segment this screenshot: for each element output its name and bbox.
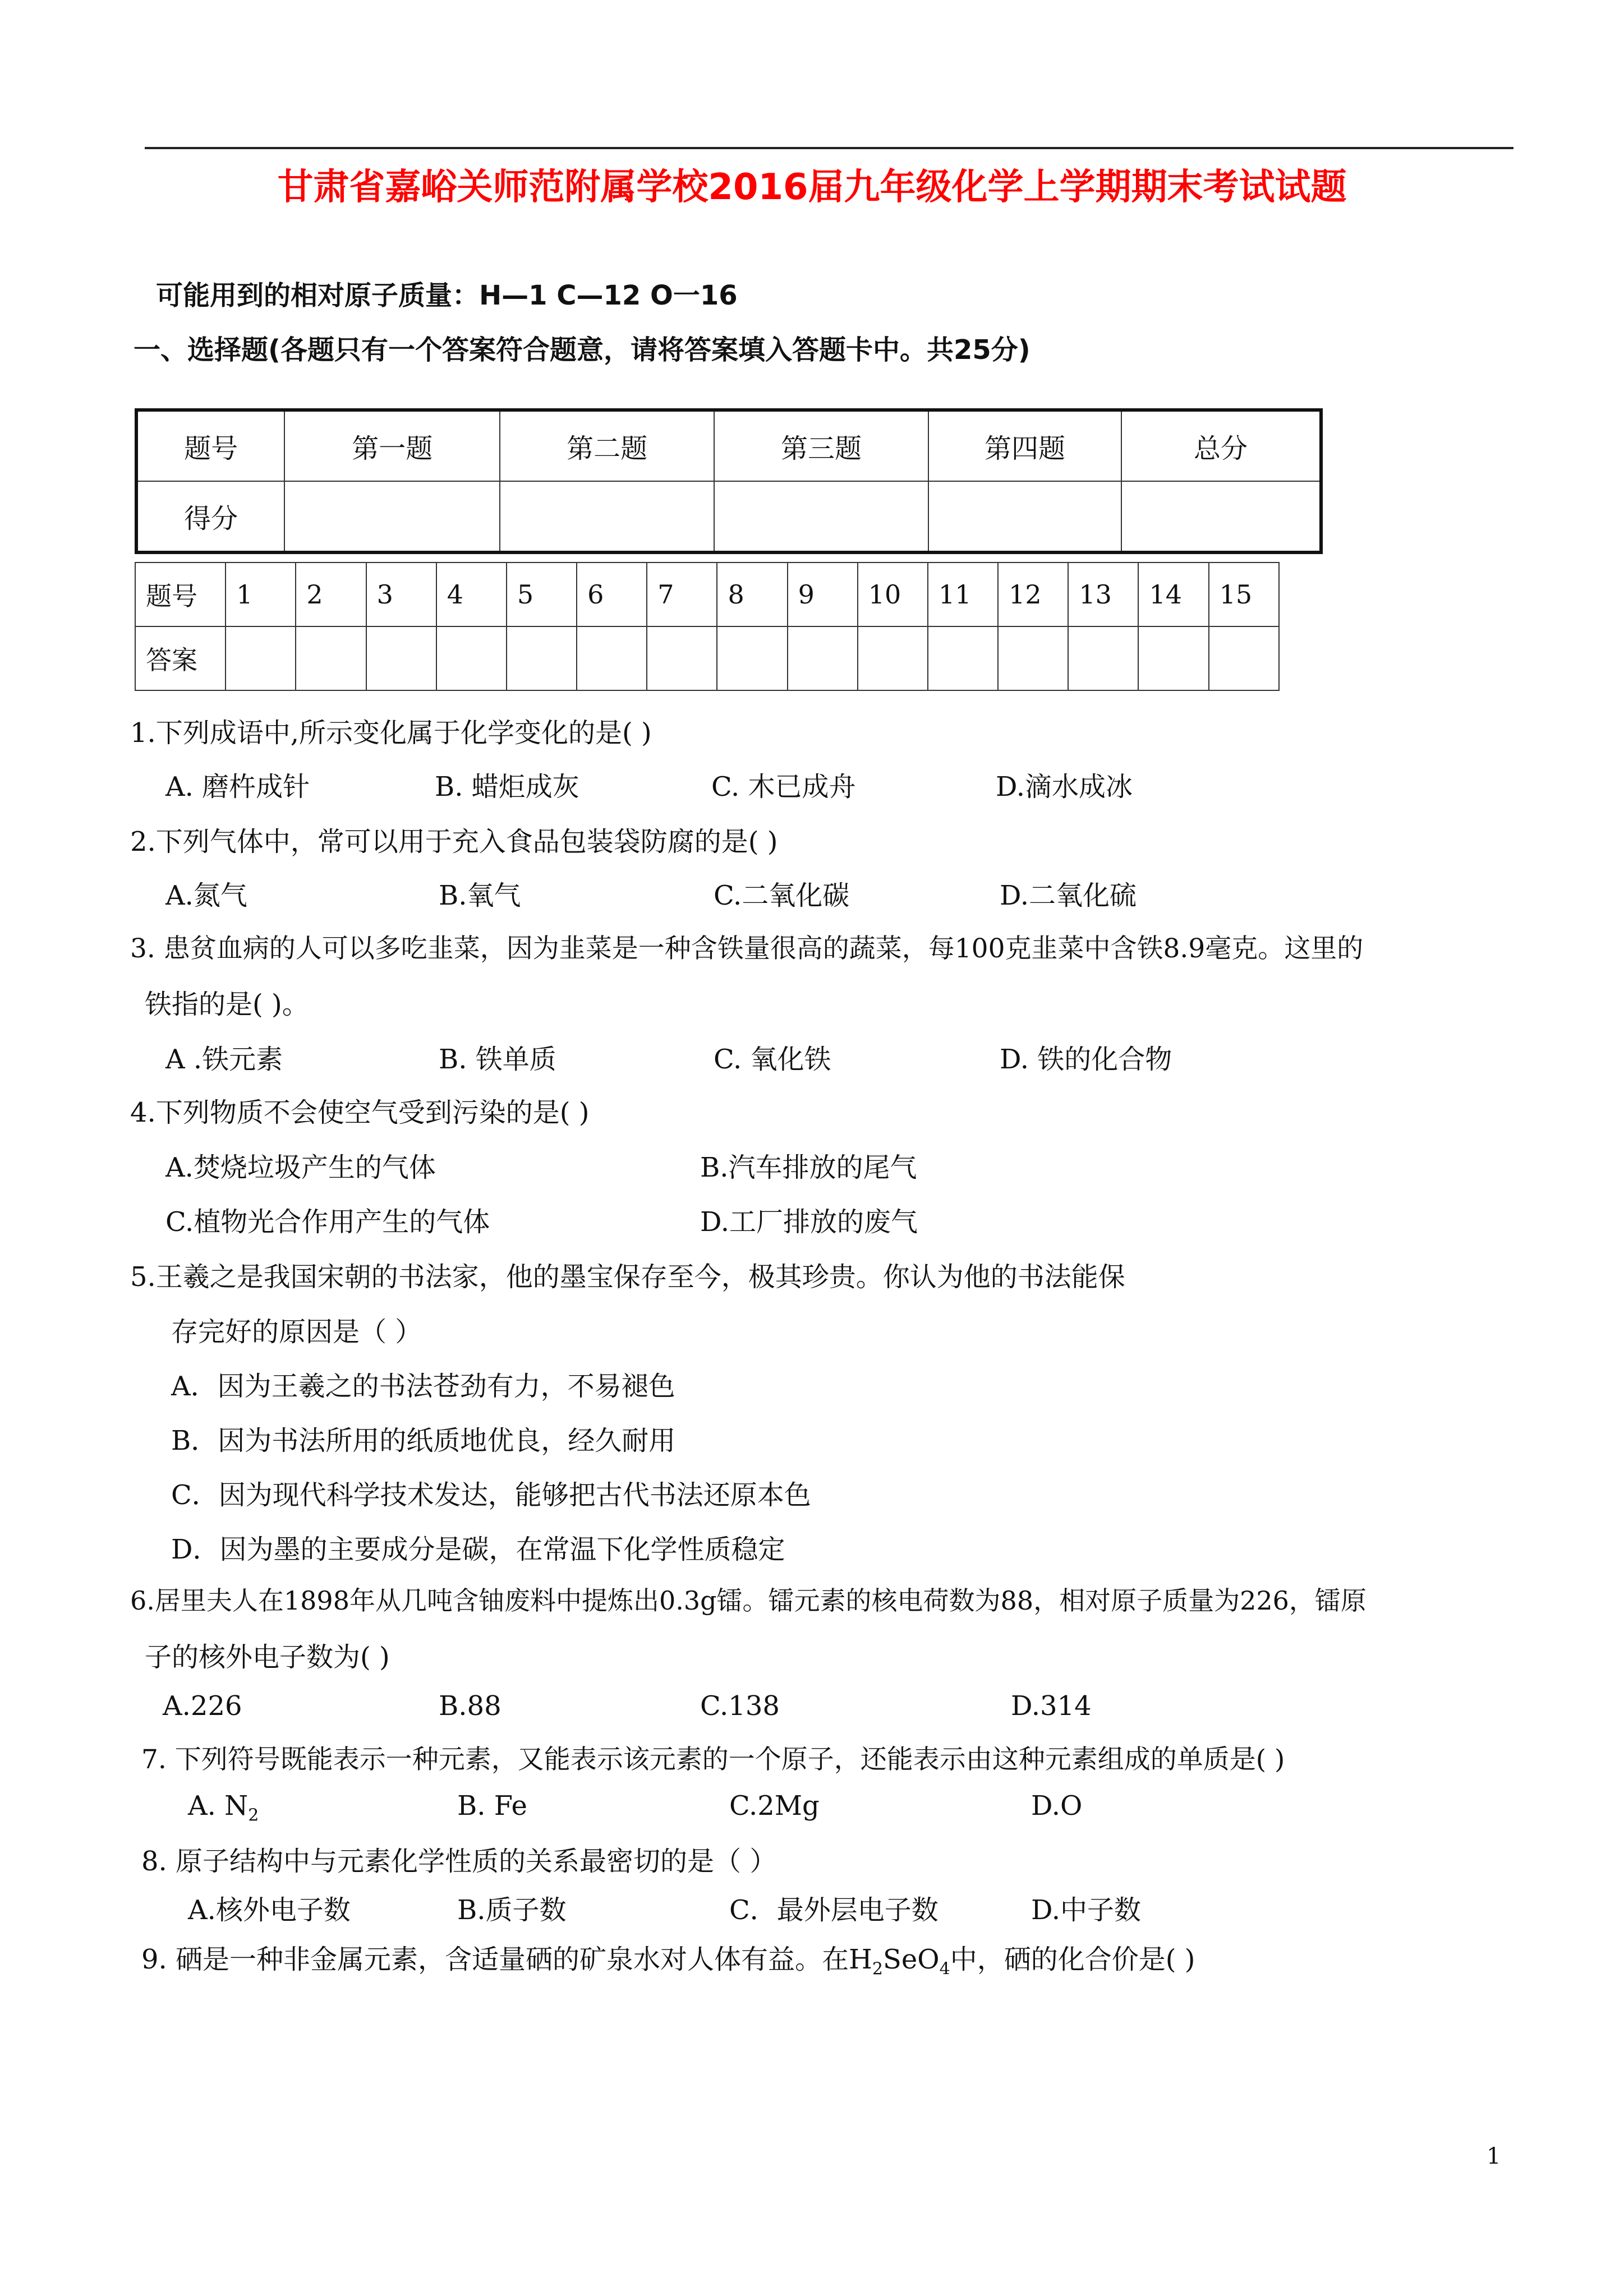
question-9-subscript-1: 2 <box>872 1959 884 1979</box>
q3-option-c: C. 氧化铁 <box>714 1044 831 1075</box>
q6-option-a: A.226 <box>163 1690 242 1722</box>
answer-cell[interactable] <box>296 626 366 690</box>
q2-option-a: A.氮气 <box>165 880 247 911</box>
q2-option-d: D.二氧化硫 <box>1000 880 1137 911</box>
question-4-stem: 4.下列物质不会使空气受到污染的是( ) <box>130 1097 590 1128</box>
answer-cell[interactable] <box>1138 626 1208 690</box>
question-5-stem-line1: 5.王羲之是我国宋朝的书法家，他的墨宝保存至今，极其珍贵。你认为他的书法能保 <box>130 1261 1125 1293</box>
q3-option-d: D. 铁的化合物 <box>1000 1044 1172 1075</box>
question-5-stem-line2: 存完好的原因是（ ） <box>171 1316 422 1348</box>
answer-table <box>135 562 1280 691</box>
question-number-cell: 4 <box>436 563 507 626</box>
answer-cell[interactable] <box>998 626 1068 690</box>
score-cell[interactable] <box>714 481 928 552</box>
q6-option-c: C.138 <box>700 1690 780 1722</box>
question-number-cell: 9 <box>788 563 858 626</box>
answer-cell[interactable] <box>858 626 928 690</box>
page-number: 1 <box>1487 2143 1501 2169</box>
question-9-formula-mid: SeO <box>883 1944 940 1975</box>
q7-option-a <box>188 1790 259 1825</box>
score-header-cell: 第三题 <box>714 410 928 481</box>
question-number-cell: 6 <box>577 563 647 626</box>
score-header-cell: 第四题 <box>928 410 1121 481</box>
question-number-cell: 10 <box>858 563 928 626</box>
question-3-stem-line2: 铁指的是( )。 <box>145 989 309 1020</box>
answer-row-label: 答案 <box>135 626 226 690</box>
question-number-cell: 5 <box>507 563 577 626</box>
q8-option-b: B.质子数 <box>457 1894 567 1926</box>
question-number-cell: 2 <box>296 563 366 626</box>
score-table <box>135 408 1323 554</box>
answer-cell[interactable] <box>647 626 717 690</box>
q7-option-a-symbol: A. N <box>188 1790 249 1822</box>
question-number-cell: 3 <box>366 563 436 626</box>
question-number-cell: 7 <box>647 563 717 626</box>
answer-cell[interactable] <box>1068 626 1138 690</box>
question-1-stem: 1.下列成语中,所示变化属于化学变化的是( ) <box>130 717 652 749</box>
question-7-stem: 7. 下列符号既能表示一种元素，又能表示该元素的一个原子，还能表示由这种元素组成的单质是( ) <box>141 1744 1285 1775</box>
q7-option-a-subscript: 2 <box>248 1805 259 1825</box>
question-6-stem-line1: 6.居里夫人在1898年从几吨含铀废料中提炼出0.3g镭。镭元素的核电荷数为88，相对原子质量为226，镭原 <box>130 1585 1367 1616</box>
answer-cell[interactable] <box>436 626 507 690</box>
score-header-cell: 第一题 <box>284 410 500 481</box>
q5-option-a: A．因为王羲之的书法苍劲有力，不易褪色 <box>171 1371 675 1402</box>
score-header-cell: 题号 <box>136 410 284 481</box>
q5-option-d: D．因为墨的主要成分是碳，在常温下化学性质稳定 <box>171 1534 785 1565</box>
q4-option-b: B.汽车排放的尾气 <box>700 1152 917 1183</box>
answer-cell[interactable] <box>507 626 577 690</box>
question-2-stem: 2.下列气体中，常可以用于充入食品包装袋防腐的是( ) <box>130 826 778 857</box>
answer-row-label: 题号 <box>135 563 226 626</box>
question-9-stem-start: 9. 硒是一种非金属元素，含适量硒的矿泉水对人体有益。在H <box>141 1944 872 1975</box>
question-number-cell: 15 <box>1209 563 1279 626</box>
question-number-cell: 13 <box>1068 563 1138 626</box>
q4-option-d: D.工厂排放的废气 <box>700 1206 918 1238</box>
q2-option-c: C.二氧化碳 <box>714 880 850 911</box>
score-row-label: 得分 <box>136 481 284 552</box>
q4-option-c: C.植物光合作用产生的气体 <box>165 1206 490 1238</box>
q7-option-d: D.O <box>1031 1790 1083 1822</box>
q8-option-a: A.核外电子数 <box>188 1894 351 1926</box>
score-cell[interactable] <box>284 481 500 552</box>
question-number-cell: 14 <box>1138 563 1208 626</box>
q6-option-d: D.314 <box>1011 1690 1092 1722</box>
q8-option-d: D.中子数 <box>1031 1894 1142 1926</box>
q5-option-c: C．因为现代科学技术发达，能够把古代书法还原本色 <box>171 1479 811 1511</box>
answer-cell[interactable] <box>717 626 787 690</box>
header-rule <box>145 147 1513 149</box>
q6-option-b: B.88 <box>439 1690 502 1722</box>
score-cell[interactable] <box>1121 481 1321 552</box>
document-title: 甘肃省嘉峪关师范附属学校2016届九年级化学上学期期末考试试题 <box>277 167 1347 208</box>
question-number-cell: 8 <box>717 563 787 626</box>
score-header-cell: 总分 <box>1121 410 1321 481</box>
question-number-cell: 12 <box>998 563 1068 626</box>
q1-option-b: B. 蜡炬成灰 <box>435 771 579 803</box>
q3-option-b: B. 铁单质 <box>439 1044 556 1075</box>
q7-option-b: B. Fe <box>457 1790 527 1822</box>
section1-heading: 一、选择题(各题只有一个答案符合题意，请将答案填入答题卡中。共25分) <box>134 334 1030 366</box>
question-9-stem-end: 中，硒的化合价是( ) <box>950 1944 1195 1975</box>
answer-cell[interactable] <box>788 626 858 690</box>
question-3-stem-line1: 3. 患贫血病的人可以多吃韭菜，因为韭菜是一种含铁量很高的蔬菜，每100克韭菜中含铁8.9毫克。这里的 <box>130 933 1364 964</box>
question-9-stem <box>141 1938 1195 1979</box>
q1-option-d: D.滴水成冰 <box>996 771 1133 803</box>
q3-option-a: A .铁元素 <box>165 1044 283 1075</box>
question-9-subscript-2: 4 <box>939 1959 950 1979</box>
answer-cell[interactable] <box>226 626 296 690</box>
answer-cell[interactable] <box>366 626 436 690</box>
q1-option-c: C. 木已成舟 <box>711 771 856 803</box>
q2-option-b: B.氧气 <box>439 880 521 911</box>
atomic-mass-note: 可能用到的相对原子质量：H—1 C—12 O一16 <box>156 280 738 311</box>
answer-cell[interactable] <box>577 626 647 690</box>
q4-option-a: A.焚烧垃圾产生的气体 <box>165 1152 436 1183</box>
score-cell[interactable] <box>928 481 1121 552</box>
q8-option-c: C．最外层电子数 <box>729 1894 938 1926</box>
answer-cell[interactable] <box>1209 626 1279 690</box>
question-number-cell: 1 <box>226 563 296 626</box>
question-number-cell: 11 <box>928 563 998 626</box>
q1-option-a: A. 磨杵成针 <box>165 771 310 803</box>
question-8-stem: 8. 原子结构中与元素化学性质的关系最密切的是（ ） <box>141 1846 777 1877</box>
q5-option-b: B．因为书法所用的纸质地优良，经久耐用 <box>171 1425 676 1456</box>
score-header-cell: 第二题 <box>500 410 714 481</box>
q7-option-c: C.2Mg <box>729 1790 820 1822</box>
question-6-stem-line2: 子的核外电子数为( ) <box>145 1642 390 1673</box>
answer-cell[interactable] <box>928 626 998 690</box>
score-cell[interactable] <box>500 481 714 552</box>
